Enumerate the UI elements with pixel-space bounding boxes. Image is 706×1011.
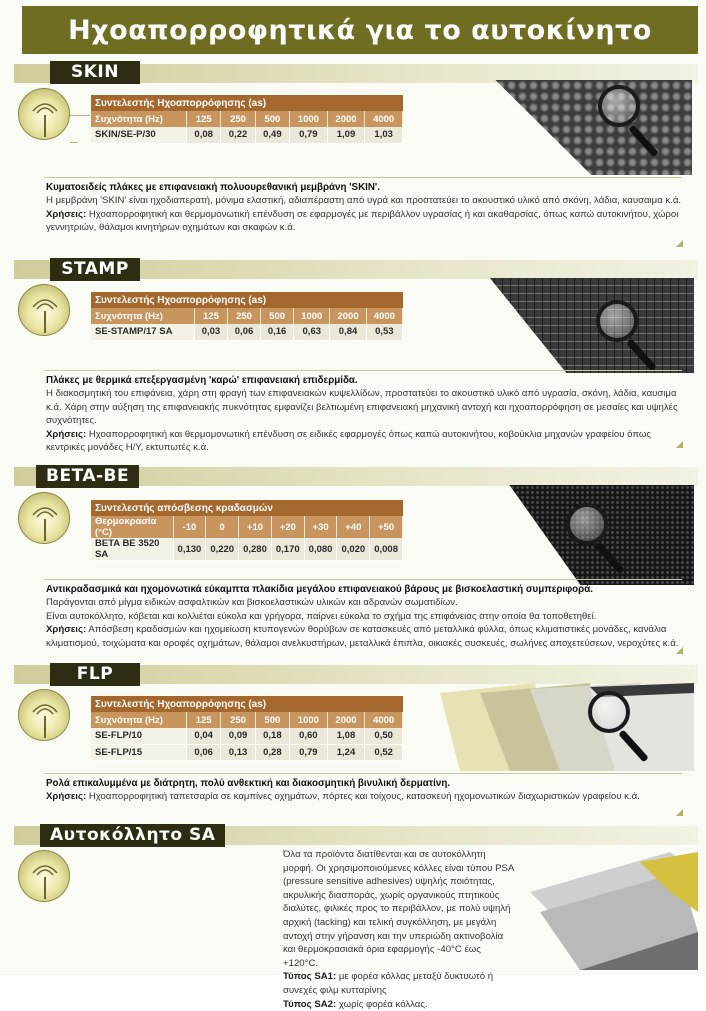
table-col: 4000: [365, 712, 403, 728]
table-row: [91, 538, 403, 561]
table-cell: 0,220: [206, 538, 239, 561]
table-cell: 0,06: [227, 324, 260, 340]
table-cell: 0,020: [337, 538, 370, 561]
page-banner: [22, 6, 698, 54]
table-cell: 0,09: [221, 728, 255, 744]
table-col: 1000: [290, 111, 328, 127]
description-lead: Κυματοειδείς πλάκες με επιφανειακή πολυουρεθανική μεμβράνη 'SKIN'.: [46, 182, 380, 193]
table-caption: Συντελεστής Ηχοαπορρόφησης (as): [91, 95, 403, 111]
corner-mark: [676, 647, 683, 654]
table-col: 1000: [294, 308, 330, 324]
section-description: [46, 181, 686, 235]
uses-label: Χρήσεις:: [46, 428, 87, 440]
table-cell: 1,24: [327, 744, 365, 760]
description-lead: Πλάκες με θερμικά επεξεργασμένη 'καρώ' επιφανειακή επιδερμίδα.: [46, 375, 358, 386]
sa1-text: με φορέα κόλλας μεταξύ δυκτυωτό ή συνεχές φιλμ κυτταρίνης: [283, 971, 494, 996]
sa-description: [283, 848, 515, 1011]
table-col: 125: [187, 712, 221, 728]
page-title: Ηχοαπορροφητικά για το αυτοκίνητο: [68, 14, 652, 46]
uses-label: Χρήσεις:: [46, 208, 87, 220]
description-lead: Αντικραδασμικά και ηχομονωτικά εύκαμπτα πλακίδια μεγάλου επιφανειακού βάρους με βισκοελαστική συμπεριφορά.: [46, 584, 593, 595]
table-caption: Συντελεστής απόσβεσης κραδασμών: [91, 500, 403, 516]
table-cell: 0,79: [290, 744, 328, 760]
section-description: [46, 374, 686, 454]
uses-text: Ηχοαπορροφητική ταπετσαρία σε καμπίνες οχημάτων, πόρτες και τοίχους, κατασκευή ηχομονωτικών διαχωριστικών γραφείου κ.ά.: [88, 791, 640, 803]
table-col: 500: [255, 712, 289, 728]
magnifier-icon: [598, 85, 640, 127]
table-col: 2000: [330, 308, 366, 324]
table-param: Συχνότητα (Hz): [91, 712, 187, 728]
table-cell: 0,130: [173, 538, 206, 561]
table-cell: 0,79: [290, 127, 328, 143]
product-photo-stamp: [462, 278, 694, 373]
corner-mark: [676, 809, 683, 816]
table-cell: 0,06: [187, 744, 221, 760]
table-col: 250: [221, 712, 255, 728]
uses-text: Ηχοαπορροφητική και θερμομονωτική επένδυση σε ειδικές εφαρμογές όπως καπώ αυτοκινήτου, κοβούκλια μηχανών γραφείου όπως κεντρικές μονάδες Η/Υ, εκτυπωτές κ.ά.: [46, 428, 651, 454]
table-param: Θερμοκρασία (°C): [91, 516, 173, 538]
description-lead: Ρολά επικαλυμμένα με διάτρητη, πολύ ανθεκτική και διακοσμητική βινυλική δερματίνη.: [46, 778, 451, 789]
uses-label: Χρήσεις:: [46, 624, 87, 636]
divider: [44, 773, 682, 774]
table-cell: 0,04: [187, 728, 221, 744]
table-col: 2000: [327, 712, 365, 728]
product-photo-skin: [440, 80, 692, 175]
description-body: Παράγονται από μίγμα ειδικών ασφαλτικών και βισκοελαστικών υλικών και αδρανών σωματιδίων.: [46, 597, 458, 609]
uses-text: Ηχοαπορροφητική και θερμομονωτική επένδυση σε εφαρμογές με περιβάλλον υγρασίας ή και ακαθαρσίας, όπως καπώ αυτοκινήτου, χώροι γεννητριών, θάλαμοι κινητήρων οχημάτων και σκαφών κ.ά.: [46, 208, 679, 234]
section-description: [46, 583, 686, 650]
table-col: 250: [227, 308, 260, 324]
corner-mark: [676, 240, 683, 247]
product-photo-beta: [410, 485, 694, 585]
table-cell: 0,13: [221, 744, 255, 760]
table-cell: 1,09: [327, 127, 365, 143]
table-cell: 0,280: [239, 538, 272, 561]
corner-mark: [676, 441, 683, 448]
magnifier-icon: [566, 503, 608, 545]
description-body-2: Είναι αυτοκόλλητο, κόβεται και κολλιέται εύκολα και γρήγορα, παίρνει εύκολα το σχήμα της επιφάνειας στην οποία θα τοποθετηθεί.: [46, 610, 597, 622]
section-description: [46, 777, 686, 804]
table-row: [91, 728, 403, 744]
divider: [44, 177, 682, 178]
table-row: [91, 744, 403, 760]
magnifier-icon: [588, 691, 630, 733]
table-row: [91, 127, 403, 143]
table-col: -10: [173, 516, 206, 538]
table-cell: 0,18: [255, 728, 289, 744]
section-title: FLP: [50, 663, 140, 686]
table-col: 1000: [290, 712, 328, 728]
table-col: +10: [239, 516, 272, 538]
divider: [44, 579, 682, 580]
table-col: 125: [194, 308, 227, 324]
table-cell: 0,008: [370, 538, 403, 561]
table-cell: 0,28: [255, 744, 289, 760]
section-title: STAMP: [50, 258, 140, 281]
table-col: 250: [221, 111, 255, 127]
product-code: SE-STAMP/17 SA: [91, 324, 194, 340]
table-cell: 0,16: [261, 324, 294, 340]
emblem-icon: [18, 88, 70, 140]
absorption-table: [91, 95, 403, 144]
table-cell: 0,08: [187, 127, 221, 143]
product-code: SKIN/SE-P/30: [91, 127, 187, 143]
table-cell: 0,50: [365, 728, 403, 744]
product-code: SE-FLP/15: [91, 744, 187, 760]
table-param: Συχνότητα (Hz): [91, 111, 187, 127]
table-col: 2000: [327, 111, 365, 127]
table-row: [91, 324, 403, 340]
table-col: 0: [206, 516, 239, 538]
emblem-icon: [18, 689, 70, 741]
description-body: Η μεμβράνη 'SKIN' είναι ηχοδιαπερατή, μόνιμα ελαστική, αδιαπέραστη από υγρά και προστατεύει το ακουστικό υλικό από σκόνη, λάδια, καυσαιμα κ.ά.: [46, 195, 682, 207]
emblem-icon: [18, 284, 70, 336]
divider: [70, 142, 78, 143]
table-cell: 0,03: [194, 324, 227, 340]
table-col: 500: [261, 308, 294, 324]
section-title: BETA-BE: [36, 465, 139, 488]
table-cell: 1,08: [327, 728, 365, 744]
section-title: Αυτοκόλλητο SA: [40, 824, 225, 847]
divider: [44, 370, 682, 371]
table-col: +30: [304, 516, 337, 538]
uses-text: Απόσβεση κραδασμών και ηχομείωση κτυπογενών θορύβων σε κατασκευές από μεταλλικά φύλλα, όπως κλιματιστικές μονάδες, κανάλια κλιματισμού, τοιχώματα και οροφές οχημάτων, θάλαμοι ανελκυστήρων, μεταλλικά έπιπλα, οικιακές συσκευές, σωλήνες αποχετεύσεων, νεροχύτες κ.ά.: [46, 624, 679, 649]
absorption-table: [91, 292, 403, 341]
sa1-label: Τύπος SA1:: [283, 971, 337, 983]
table-cell: 0,170: [271, 538, 304, 561]
product-photo-flp: [440, 683, 694, 771]
absorption-table: [91, 696, 403, 761]
table-cell: 0,63: [294, 324, 330, 340]
table-col: +40: [337, 516, 370, 538]
table-cell: 0,52: [365, 744, 403, 760]
emblem-icon: [18, 850, 70, 902]
damping-table: [91, 500, 403, 561]
product-code: SE-FLP/10: [91, 728, 187, 744]
description-body: Η διακοσμητική του επιφάνεια, χάρη στη φραγή των επιφανειακών κυψελλίδων, προστατεύει το ακουστικό υλικό από υγρασία, σκόνη, λάδια, καυσιμα κ.ά. Χάρη στην αύξηση της επιφανειακής πυκνότητας εμφανίζει βελτιωμένη επιφανειακή μηχανική αντοχή και ηχοαπορρόφηση σε μεσαίες και υψηλές συχνότητες.: [46, 388, 678, 427]
table-cell: 0,53: [366, 324, 402, 340]
sa2-text: χωρίς φορέα κόλλας.: [338, 998, 428, 1010]
table-cell: 0,84: [330, 324, 366, 340]
sa-text: Όλα τα προϊόντα διατίθενται και σε αυτοκόλλητη μορφή. Οι χρησιμοποιούμενες κόλλες είναι τύπου PSA (pressure sensitive adhesives) υψηλής ποιότητας, ακρυλικής διασποράς, χωρίς οργανικούς πτητικούς διαλύτες, φιλικές προς το περιβάλλον, με πολύ υψηλή αρχική (tacking) και τελική συγκόλληση, με μεγάλη αντοχή στην γήρανση και την υπεριώδη ακτινοβολία και θερμοκρασιακά όρια εφαρμογής -40°C έως +120°C.: [283, 849, 514, 969]
table-cell: 0,22: [221, 127, 255, 143]
table-cell: 1,03: [365, 127, 403, 143]
table-caption: Συντελεστής Ηχοαπορρόφησης (as): [91, 292, 403, 308]
table-cell: 0,60: [290, 728, 328, 744]
table-col: 500: [255, 111, 289, 127]
table-col: +20: [271, 516, 304, 538]
table-param: Συχνότητα (Hz): [91, 308, 194, 324]
magnifier-icon: [596, 300, 638, 342]
emblem-icon: [18, 492, 70, 544]
uses-label: Χρήσεις:: [46, 791, 87, 803]
product-code: BETA BE 3520 SA: [91, 538, 173, 561]
product-photo-sa: [520, 852, 698, 970]
table-cell: 0,080: [304, 538, 337, 561]
table-cell: 0,49: [255, 127, 289, 143]
table-col: +50: [370, 516, 403, 538]
table-col: 4000: [366, 308, 402, 324]
section-title: SKIN: [50, 61, 140, 84]
table-col: 4000: [365, 111, 403, 127]
table-col: 125: [187, 111, 221, 127]
table-caption: Συντελεστής Ηχοαπορρόφησης (as): [91, 696, 403, 712]
sa2-label: Τύπος SA2:: [283, 998, 337, 1010]
